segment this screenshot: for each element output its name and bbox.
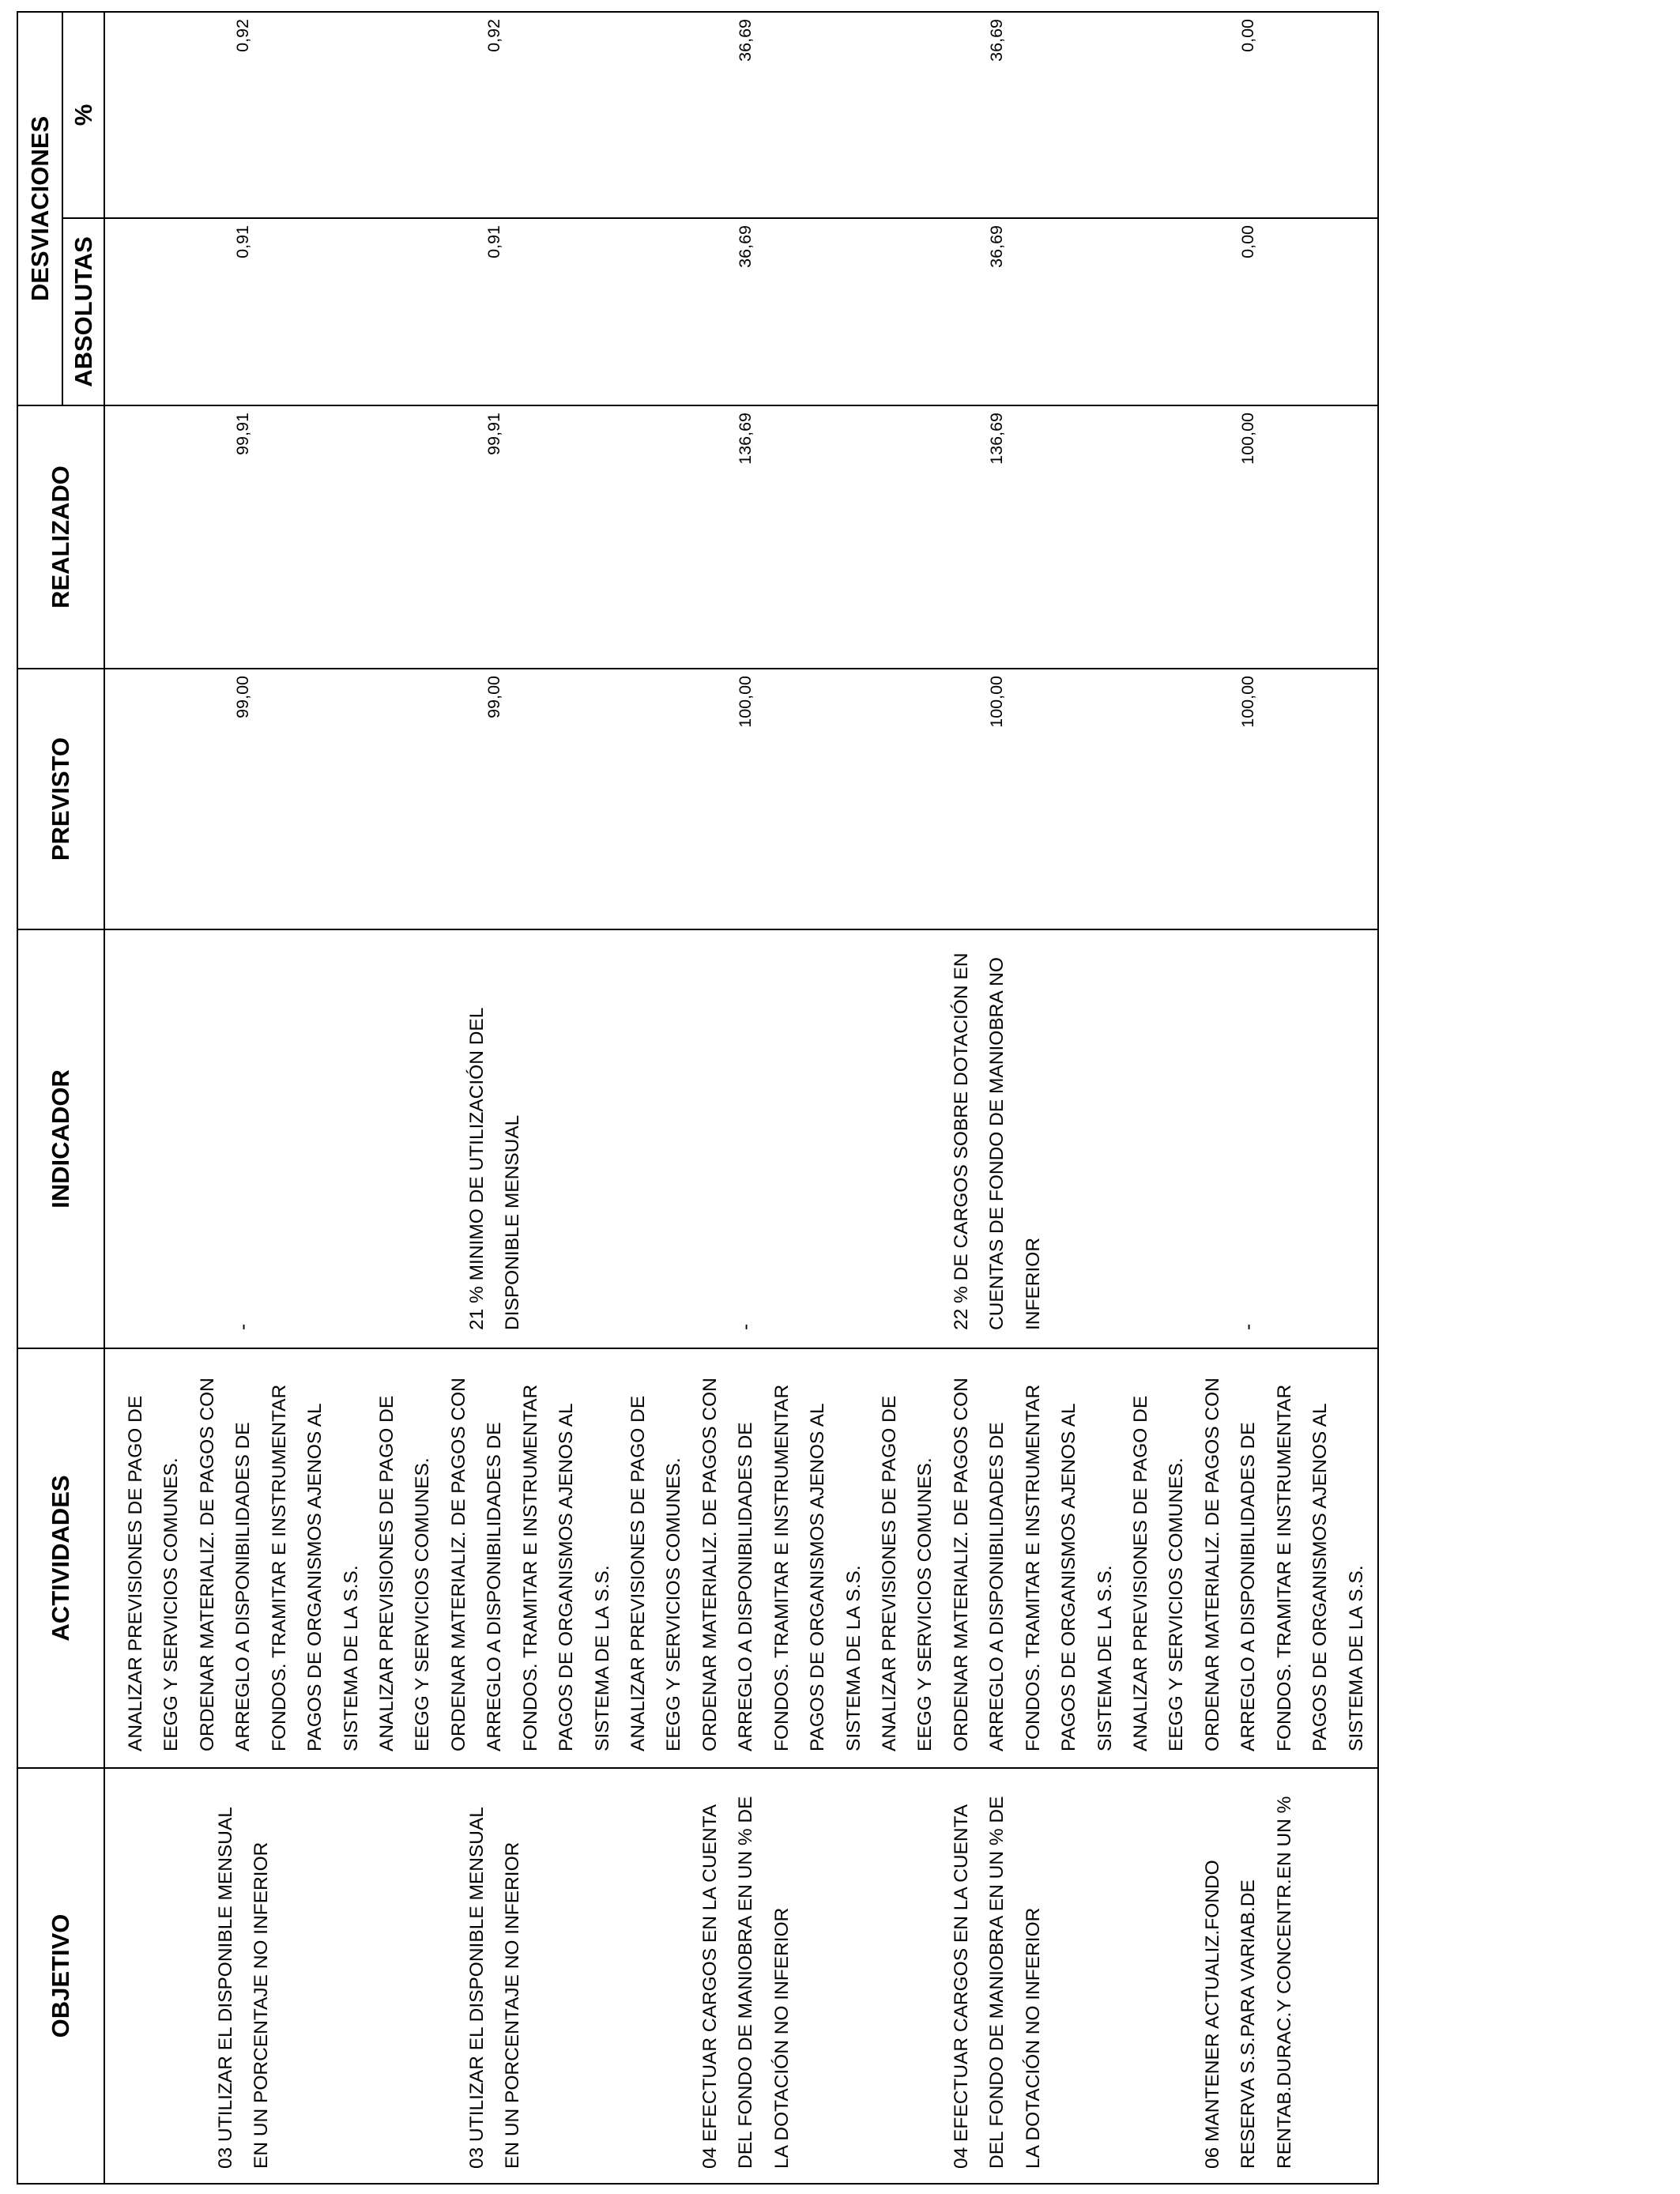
header-realizado: REALIZADO: [18, 405, 105, 668]
actividad-line: PAGOS DE ORGANISMOS AJENOS AL: [1309, 1403, 1332, 1751]
actividad-line: SISTEMA DE LA S.S.: [340, 1565, 362, 1751]
objetivo-line: 03 UTILIZAR EL DISPONIBLE MENSUAL: [465, 1807, 488, 2169]
actividad-line: SISTEMA DE LA S.S.: [842, 1565, 864, 1751]
actividad-line: ARREGLO A DISPONIBILIDADES DE: [986, 1422, 1008, 1751]
actividades-cell: [118, 1349, 369, 1751]
actividad-line: FONDOS. TRAMITAR E INSTRUMENTAR: [1022, 1384, 1044, 1751]
column-porcentaje: [105, 13, 1377, 217]
actividad-line: ORDENAR MATERIALIZ. DE PAGOS CON: [699, 1378, 721, 1751]
actividad-line: ARREGLO A DISPONIBILIDADES DE: [735, 1422, 757, 1751]
actividad-line: ANALIZAR PREVISIONES DE PAGO DE: [879, 1395, 901, 1751]
porcentaje-cell: [369, 19, 620, 217]
objectives-table: [17, 11, 1379, 2185]
objetivo-line: 03 UTILIZAR EL DISPONIBLE MENSUAL: [214, 1807, 236, 2169]
actividad-line: ORDENAR MATERIALIZ. DE PAGOS CON: [1201, 1378, 1223, 1751]
actividad-line: EEGG Y SERVICIOS COMUNES.: [412, 1457, 434, 1751]
indicador-line: INFERIOR: [1022, 1237, 1044, 1330]
objetivo-line: LA DOTACIÓN NO INFERIOR: [1022, 1907, 1044, 2169]
indicador-cell: [620, 930, 872, 1330]
actividad-line: SISTEMA DE LA S.S.: [1094, 1565, 1116, 1751]
actividad-line: EEGG Y SERVICIOS COMUNES.: [663, 1457, 685, 1751]
indicador-line: CUENTAS DE FONDO DE MANIOBRA NO: [986, 957, 1008, 1330]
actividad-line: PAGOS DE ORGANISMOS AJENOS AL: [1058, 1403, 1080, 1751]
objetivo-cell: [1123, 1769, 1374, 2169]
column-absolutas: [105, 217, 1377, 405]
absolutas-cell: [1123, 225, 1374, 405]
header-previsto: PREVISTO: [18, 668, 105, 929]
actividad-line: ANALIZAR PREVISIONES DE PAGO DE: [1130, 1395, 1152, 1751]
actividad-line: ANALIZAR PREVISIONES DE PAGO DE: [627, 1395, 650, 1751]
porcentaje-value: 0,00: [1238, 19, 1258, 52]
header-desviaciones: DESVIACIONES: [18, 13, 63, 405]
indicador-cell: [118, 930, 369, 1330]
objetivo-line: 04 EFECTUAR CARGOS EN LA CUENTA: [699, 1804, 721, 2169]
header-objetivo: OBJETIVO: [18, 1767, 105, 2183]
actividad-line: PAGOS DE ORGANISMOS AJENOS AL: [556, 1403, 578, 1751]
realizado-value: 99,91: [233, 413, 253, 455]
absolutas-cell: [620, 225, 872, 405]
actividad-line: FONDOS. TRAMITAR E INSTRUMENTAR: [519, 1384, 541, 1751]
objetivo-line: EN UN PORCENTAJE NO INFERIOR: [250, 1842, 272, 2169]
absolutas-cell: [872, 225, 1123, 405]
indicador-line: -: [1237, 1323, 1260, 1330]
absolutas-value: 36,69: [987, 225, 1007, 268]
objetivo-line: LA DOTACIÓN NO INFERIOR: [770, 1907, 793, 2169]
previsto-cell: [118, 676, 369, 929]
indicador-line: -: [232, 1323, 254, 1330]
realizado-cell: [872, 413, 1123, 668]
indicador-cell: [872, 930, 1123, 1330]
actividad-line: FONDOS. TRAMITAR E INSTRUMENTAR: [268, 1384, 290, 1751]
actividad-line: FONDOS. TRAMITAR E INSTRUMENTAR: [1273, 1384, 1295, 1751]
absolutas-cell: [369, 225, 620, 405]
objetivo-line: 06 MANTENER ACTUALIZ.FONDO: [1201, 1860, 1223, 2169]
objetivo-cell: [872, 1769, 1123, 2169]
actividad-line: ORDENAR MATERIALIZ. DE PAGOS CON: [447, 1378, 469, 1751]
objetivo-cell: [620, 1769, 872, 2169]
header-actividades: ACTIVIDADES: [18, 1348, 105, 1767]
objetivo-cell: [369, 1769, 620, 2169]
header-absolutas: ABSOLUTAS: [63, 217, 105, 405]
actividad-line: SISTEMA DE LA S.S.: [591, 1565, 613, 1751]
actividad-line: ARREGLO A DISPONIBILIDADES DE: [1237, 1422, 1260, 1751]
column-realizado: [105, 405, 1377, 668]
objetivo-line: RESERVA S.S.PARA VARIAB.DE: [1237, 1879, 1260, 2169]
previsto-value: 99,00: [233, 676, 253, 718]
previsto-value: 100,00: [987, 676, 1007, 728]
porcentaje-cell: [1123, 19, 1374, 217]
indicador-line: -: [735, 1323, 757, 1330]
objetivo-line: RENTAB.DURAC.Y CONCENTR.EN UN %: [1273, 1796, 1295, 2169]
realizado-cell: [369, 413, 620, 668]
actividades-cell: [872, 1349, 1123, 1751]
objetivo-cell: [118, 1769, 369, 2169]
realizado-value: 136,69: [736, 413, 755, 465]
porcentaje-cell: [872, 19, 1123, 217]
previsto-value: 99,00: [484, 676, 504, 718]
realizado-cell: [118, 413, 369, 668]
previsto-cell: [1123, 676, 1374, 929]
realizado-cell: [620, 413, 872, 668]
actividad-line: EEGG Y SERVICIOS COMUNES.: [1166, 1457, 1188, 1751]
actividad-line: PAGOS DE ORGANISMOS AJENOS AL: [304, 1403, 326, 1751]
actividad-line: ORDENAR MATERIALIZ. DE PAGOS CON: [196, 1378, 218, 1751]
actividad-line: EEGG Y SERVICIOS COMUNES.: [160, 1457, 183, 1751]
porcentaje-value: 36,69: [736, 19, 755, 62]
previsto-value: 100,00: [736, 676, 755, 728]
porcentaje-cell: [620, 19, 872, 217]
actividades-cell: [369, 1349, 620, 1751]
previsto-value: 100,00: [1238, 676, 1258, 728]
porcentaje-value: 0,92: [484, 19, 504, 52]
column-previsto: [105, 668, 1377, 929]
realizado-value: 99,91: [484, 413, 504, 455]
indicador-line: DISPONIBLE MENSUAL: [502, 1114, 523, 1330]
absolutas-value: 0,91: [233, 225, 253, 258]
indicador-line: 21 % MINIMO DE UTILIZACIÓN DEL: [465, 1007, 488, 1330]
realizado-value: 136,69: [987, 413, 1007, 465]
objetivo-line: EN UN PORCENTAJE NO INFERIOR: [502, 1842, 523, 2169]
header-indicador: INDICADOR: [18, 929, 105, 1348]
actividad-line: PAGOS DE ORGANISMOS AJENOS AL: [807, 1403, 829, 1751]
absolutas-value: 36,69: [736, 225, 755, 268]
absolutas-value: 0,00: [1238, 225, 1258, 258]
header-porcentaje: %: [63, 13, 105, 217]
actividad-line: ARREGLO A DISPONIBILIDADES DE: [232, 1422, 254, 1751]
indicador-line: 22 % DE CARGOS SOBRE DOTACIÓN EN: [950, 952, 972, 1330]
column-actividades: [105, 1348, 1377, 1767]
porcentaje-cell: [118, 19, 369, 217]
previsto-cell: [620, 676, 872, 929]
actividad-line: ARREGLO A DISPONIBILIDADES DE: [484, 1422, 506, 1751]
previsto-cell: [369, 676, 620, 929]
actividad-line: SISTEMA DE LA S.S.: [1345, 1565, 1367, 1751]
objetivo-line: 04 EFECTUAR CARGOS EN LA CUENTA: [950, 1804, 972, 2169]
actividad-line: FONDOS. TRAMITAR E INSTRUMENTAR: [770, 1384, 793, 1751]
porcentaje-value: 0,92: [233, 19, 253, 52]
actividades-cell: [1123, 1349, 1374, 1751]
absolutas-value: 0,91: [484, 225, 504, 258]
actividad-line: EEGG Y SERVICIOS COMUNES.: [914, 1457, 936, 1751]
previsto-cell: [872, 676, 1123, 929]
objetivo-line: DEL FONDO DE MANIOBRA EN UN % DE: [735, 1796, 757, 2169]
indicador-cell: [369, 930, 620, 1330]
indicador-cell: [1123, 930, 1374, 1330]
column-indicador: [105, 929, 1377, 1348]
absolutas-cell: [118, 225, 369, 405]
realizado-cell: [1123, 413, 1374, 668]
porcentaje-value: 36,69: [987, 19, 1007, 62]
realizado-value: 100,00: [1238, 413, 1258, 465]
actividad-line: ANALIZAR PREVISIONES DE PAGO DE: [376, 1395, 398, 1751]
actividad-line: ANALIZAR PREVISIONES DE PAGO DE: [125, 1395, 147, 1751]
actividad-line: ORDENAR MATERIALIZ. DE PAGOS CON: [950, 1378, 972, 1751]
column-objetivo: [105, 1767, 1377, 2183]
actividades-cell: [620, 1349, 872, 1751]
objetivo-line: DEL FONDO DE MANIOBRA EN UN % DE: [986, 1796, 1008, 2169]
